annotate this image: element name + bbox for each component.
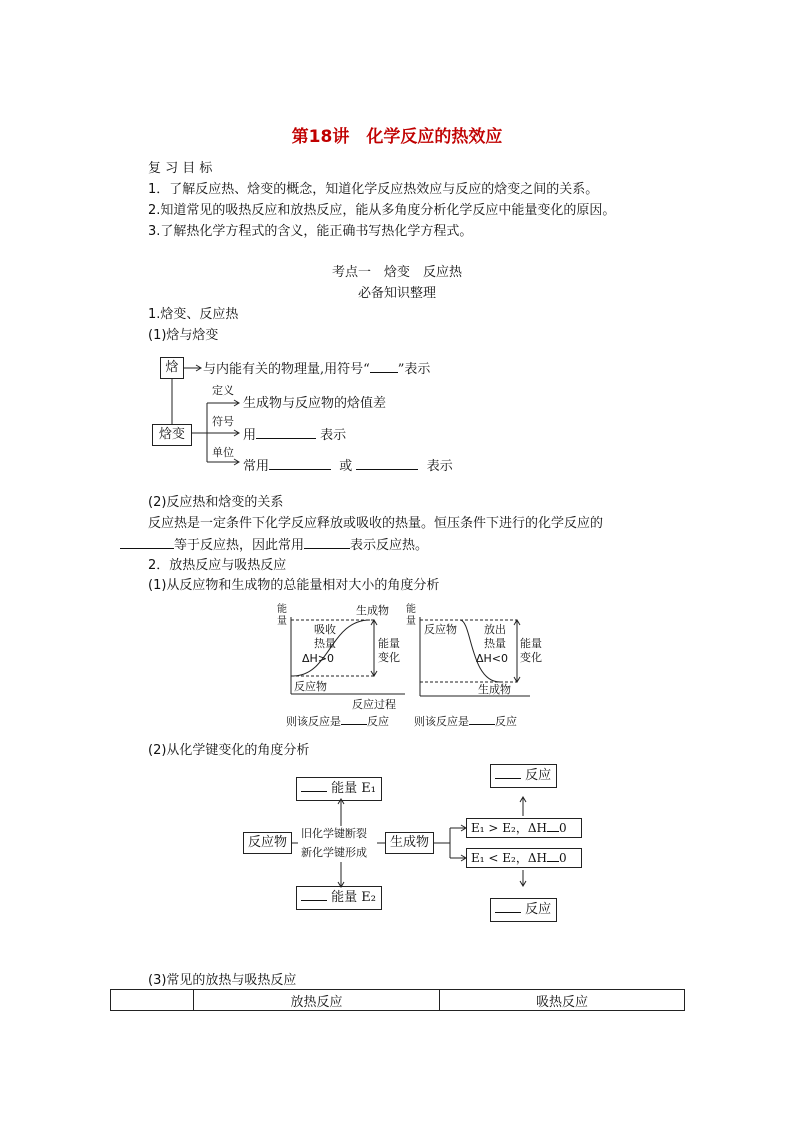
product-box: 生成物 <box>385 832 434 854</box>
s2-heading: 2．放热反应与吸热反应 <box>148 558 287 573</box>
energy-e2-box: 能量 E₂ <box>296 886 382 910</box>
section-subheading: 必备知识整理 <box>357 286 436 301</box>
right-side-line2: 变化 <box>520 651 542 664</box>
table-header-cell <box>111 990 194 1011</box>
label-definition: 定义 <box>212 384 234 397</box>
goals-heading: 复 习 目 标 <box>148 161 213 176</box>
paragraph-line2: 等于反应热，因此常用 表示反应热。 <box>120 536 428 555</box>
table-header-row <box>111 990 685 1011</box>
page-title: 第18讲 化学反应的热效应 <box>291 127 503 147</box>
unit-text: 常用 或 表示 <box>243 459 453 474</box>
s2-sub3: (3)常见的放热与吸热反应 <box>148 973 297 988</box>
right-bottom-label: 生成物 <box>478 683 511 696</box>
enthalpy-description: 与内能有关的物理量,用符号“ ”表示 <box>203 362 431 377</box>
enthalpy-box: 焓 <box>160 357 184 379</box>
s1-heading: 1.焓变、反应热 <box>148 307 239 322</box>
goal-item: 2.知道常见的吸热反应和放热反应，能从多角度分析化学反应中能量变化的原因。 <box>148 203 616 218</box>
condition-exothermic-box: E₁ > E₂，ΔH 0 <box>466 818 582 838</box>
bond-form-text: 新化学键形成 <box>301 846 367 859</box>
left-caption: 则该反应是 反应 <box>286 715 389 728</box>
left-y-axis-label: 能 量 <box>277 604 287 627</box>
section-heading: 考点一 焓变 反应热 <box>331 265 462 280</box>
label-symbol: 符号 <box>212 415 234 428</box>
right-y-axis-label: 能 量 <box>406 604 416 627</box>
symbol-text: 用 表示 <box>243 428 347 443</box>
left-side-line2: 变化 <box>378 651 400 664</box>
right-inner-line1: 放出 <box>484 623 506 636</box>
s1-sub1: (1)焓与焓变 <box>148 328 219 343</box>
goal-item: 3.了解热化学方程式的含义，能正确书写热化学方程式。 <box>148 224 473 239</box>
left-inner-line2: 热量 <box>314 637 336 650</box>
right-inner-line2: 热量 <box>484 637 506 650</box>
label-unit: 单位 <box>212 446 234 459</box>
reaction-table <box>110 989 685 1011</box>
result-top-box: 反应 <box>490 764 557 788</box>
condition-endothermic-box: E₁ < E₂，ΔH 0 <box>466 848 582 868</box>
definition-text: 生成物与反应物的焓值差 <box>243 396 387 411</box>
right-inner-line3: ΔH<0 <box>476 652 509 665</box>
left-top-label: 生成物 <box>356 604 389 617</box>
left-bottom-label: 反应物 <box>294 680 327 693</box>
bond-break-text: 旧化学键断裂 <box>301 827 367 840</box>
paragraph-line1: 反应热是一定条件下化学反应释放或吸收的热量。恒压条件下进行的化学反应的 <box>148 516 604 531</box>
right-side-line1: 能量 <box>520 637 542 650</box>
table-header-cell: 放热反应 <box>194 990 440 1011</box>
s2-sub2: (2)从化学键变化的角度分析 <box>148 743 310 758</box>
s2-sub1: (1)从反应物和生成物的总能量相对大小的角度分析 <box>148 578 440 593</box>
reactant-box: 反应物 <box>243 832 292 854</box>
s1-sub2: (2)反应热和焓变的关系 <box>148 495 284 510</box>
result-bottom-box: 反应 <box>490 898 557 922</box>
left-inner-line3: ΔH>0 <box>302 652 335 665</box>
table-header-cell: 吸热反应 <box>440 990 685 1011</box>
left-inner-line1: 吸收 <box>314 623 336 636</box>
x-axis-label: 反应过程 <box>352 698 396 711</box>
right-caption: 则该反应是 反应 <box>414 715 517 728</box>
right-top-label: 反应物 <box>424 623 457 636</box>
enthalpy-change-box: 焓变 <box>152 424 192 446</box>
left-side-line1: 能量 <box>378 637 400 650</box>
energy-e1-box: 能量 E₁ <box>296 777 382 801</box>
goal-item: 1．了解反应热、焓变的概念，知道化学反应热效应与反应的焓变之间的关系。 <box>148 182 599 197</box>
